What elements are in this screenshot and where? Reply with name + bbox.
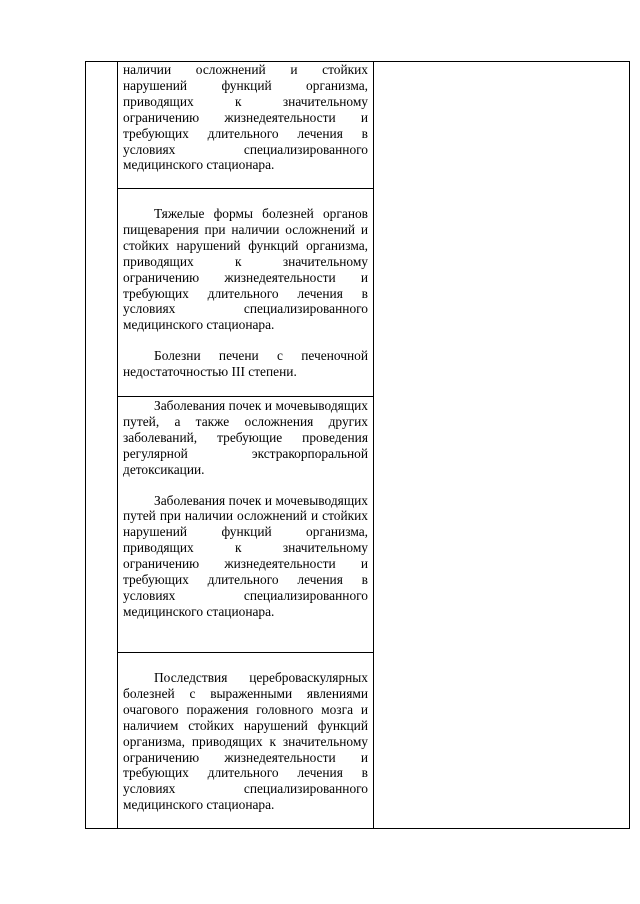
table-cell-row-1 — [123, 62, 368, 173]
cell-paragraph: Последствия цереброваскулярных болезней с выраженными явлениями очагового поражения головного мозга и наличием стойких нарушений функций организма, приводящих к значительному ограничению жизнедеятельности и требующих длительного лечения в условиях специализированного медицинского стационара. — [123, 670, 368, 813]
table-right-border — [629, 61, 630, 828]
cell-paragraph: Тяжелые формы болезней органов пищеварения при наличии осложнений и стойких нарушений функций организма, приводящих к значительному ограничению жизнедеятельности и требующих длительного лечения в условиях специализированного медицинского стационара. — [123, 206, 368, 333]
table-bottom-border — [85, 828, 630, 829]
cell-paragraph: Заболевания почек и мочевыводящих путей, а также осложнения других заболеваний, требующие проведения регулярной экстракорпоральной детоксикации. — [123, 398, 368, 477]
row-divider-3 — [117, 652, 373, 653]
table-cell-row-3 — [123, 398, 368, 620]
row-divider-2 — [117, 396, 373, 397]
column-divider-1 — [117, 61, 118, 828]
cell-paragraph: Заболевания почек и мочевыводящих путей при наличии осложнений и стойких нарушений функций организма, приводящих к значительному ограничению жизнедеятельности и требующих длительного лечения в условиях специализированного медицинского стационара. — [123, 492, 368, 619]
table-cell-row-2 — [123, 206, 368, 380]
column-divider-2 — [373, 61, 374, 828]
cell-paragraph: Болезни печени с печеночной недостаточностью III степени. — [123, 348, 368, 380]
cell-paragraph: наличии осложнений и стойких нарушений функций организма, приводящих к значительному ограничению жизнедеятельности и требующих длительного лечения в условиях специализированного медицинского стационара. — [123, 62, 368, 173]
table-cell-row-4 — [123, 670, 368, 813]
row-divider-1 — [117, 188, 373, 189]
table-left-border — [85, 61, 86, 828]
